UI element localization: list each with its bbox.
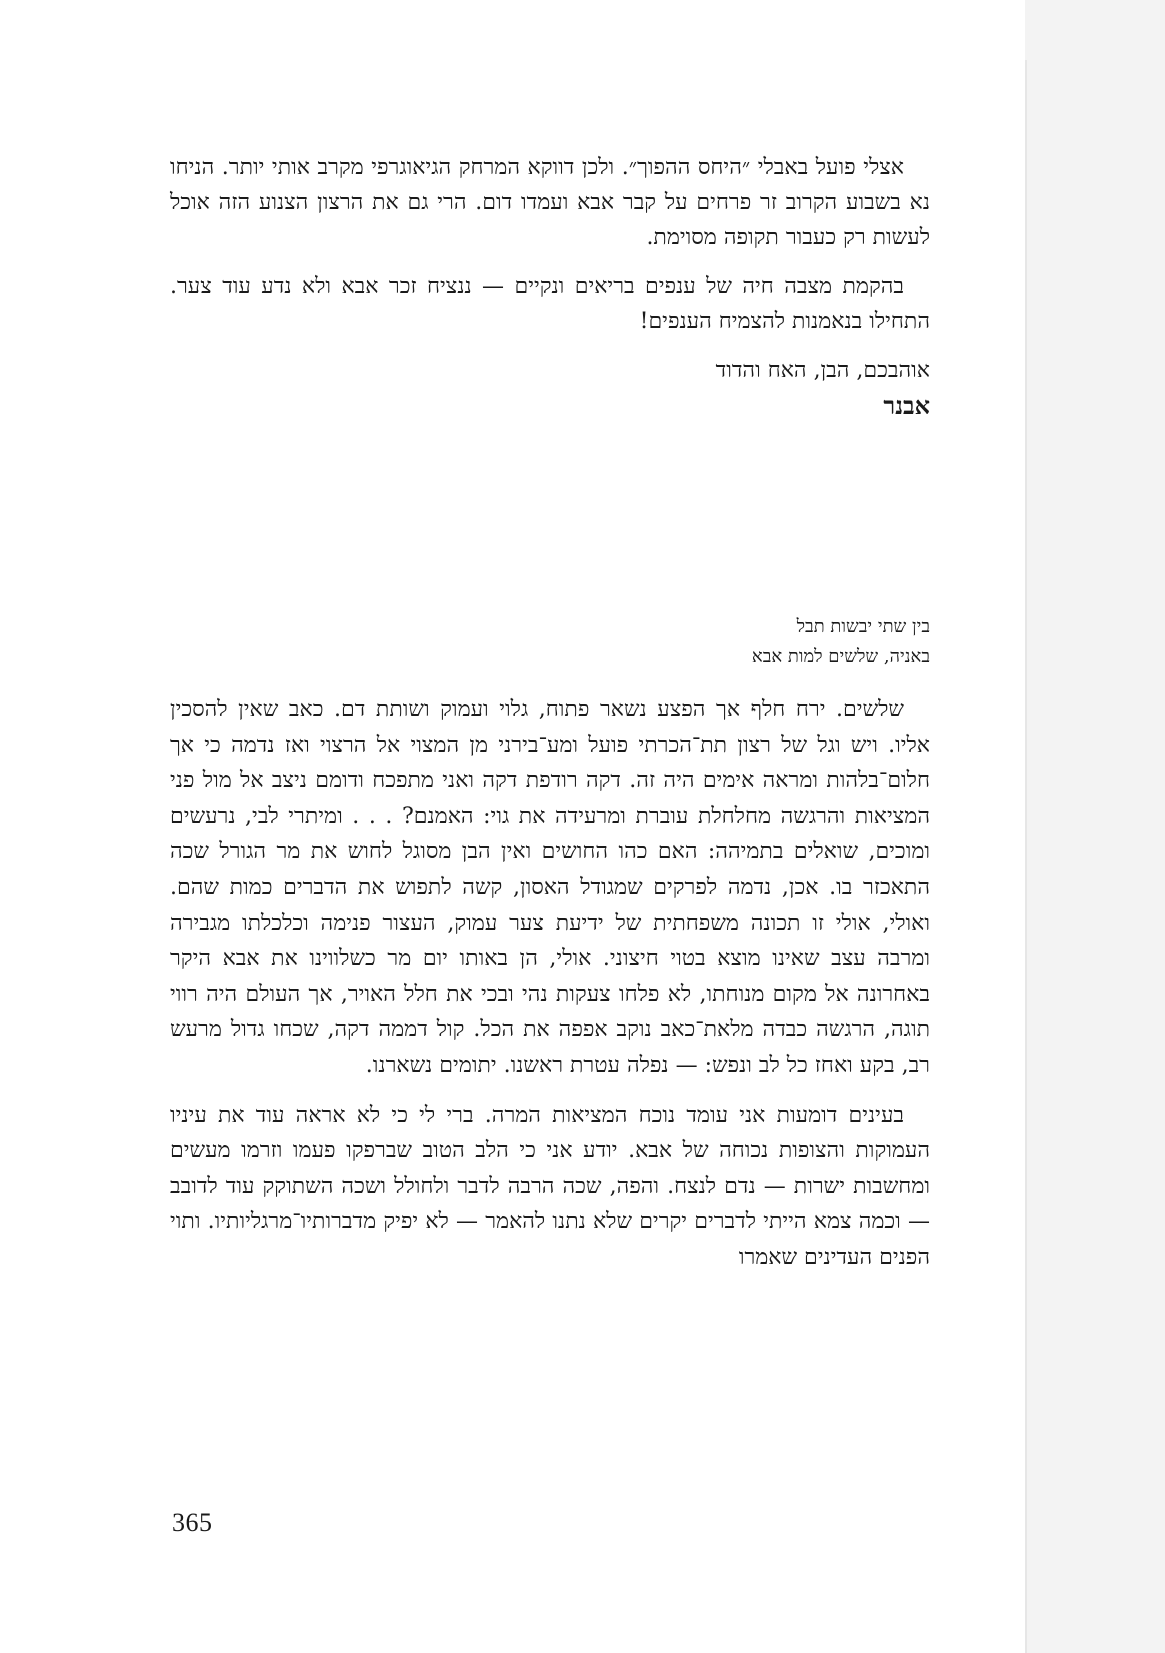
letter-section [170, 150, 930, 423]
body-paragraph-2: בעינים דומעות אני עומד נוכח המציאות המרה. ברי לי כי לא אראה עוד את עיניו העמוקות והצופות נכוחה של אבא. יודע אני כי הלב הטוב שברפקו פעמו וזרמו מעשים ומחשבות ישרות — נדם לנצח. והפה, שכה הרבה לדבר ולחולל ושכה השתוקק עוד לדובב — וכמה צמא הייתי לדברים יקרים שלא נתנו להאמר — לא יפיק מדברותיו־מרגליותיו. ותוי הפנים העדינים שאמרו [170, 1102, 931, 1270]
page-number: 365 [172, 1508, 213, 1537]
body-paragraph-1: שלשים. ירח חלף אך הפצע נשאר פתוח, גלוי ועמוק ושותת דם. כאב שאין להסכין אליו. ויש וגל של רצון תת־הכרתי פועל ומע־בירני מן המצוי אל הרצוי ואז נדמה כי אך חלום־בלהות ומראה אימים היה זה. דקה רודפת דקה ואני מתפכח ודומם ניצב אל מול פני המציאות והרגשה מחלחלת עוברת ומרעידה את גוי: האמנם? . . . ומיתרי לבי, נרעשים ומוכים, שואלים בתמיהה: האם כהו החושים ואין הבן מסוגל לחוש את מר הגורל שכה התאכזר בו. אכן, נדמה לפרקים שמגודל האסון, קשה לתפוש את הדברים כמות שהם. ואולי, אולי זו תכונה משפחתית של ידיעת צער עמוק, העצור פנימה וכלכלתו מגבירה ומרבה עצב שאינו מוצא בטוי חיצוני. אולי, הן באותו יום מר כשלווינו את אבא היקר באחרונה אל מקום מנוחתו, לא פלחו צעקות נהי ובכי את חלל האויר, אך העולם היה רווי תוגה, הרגשה כבדה מלאת־כאב נוקב אפפה את הכל. קול דממה דקה, שכחו גדול מרעש רב, בקע ואחז כל לב ונפש: — נפלה עטרת ראשנו. יתומים נשארנו. [170, 697, 931, 1078]
binding-edge [1025, 60, 1027, 1653]
letter-paragraph-1: אצלי פועל באבלי ״היחס ההפוך״. ולכן דווקא המרחק הגיאוגרפי מקרב אותי יותר. הניחו נא בשבוע הקרוב זר פרחים על קבר אבא ועמדו דום. הרי גם את הרצון הצנוע הזה אוכל לעשות רק כעבור תקופה מסוימת. [170, 155, 930, 250]
section-heading-line-1: בין שתי יבשות תבל [796, 616, 930, 637]
section-heading [170, 612, 930, 672]
page-gutter [1025, 0, 1165, 1653]
letter-closing: אוהבכם, הבן, האח והדוד [715, 358, 930, 383]
letter-signature: אבנר [883, 391, 930, 420]
letter-paragraph-2: בהקמת מצבה חיה של ענפים בריאים ונקיים — ננציח זכר אבא ולא נדע עוד צער. התחילו בנאמנות להצמיח הענפים! [170, 274, 930, 334]
section-heading-line-2: באניה, שלשים למות אבא [751, 646, 930, 667]
body-text [170, 692, 930, 1276]
